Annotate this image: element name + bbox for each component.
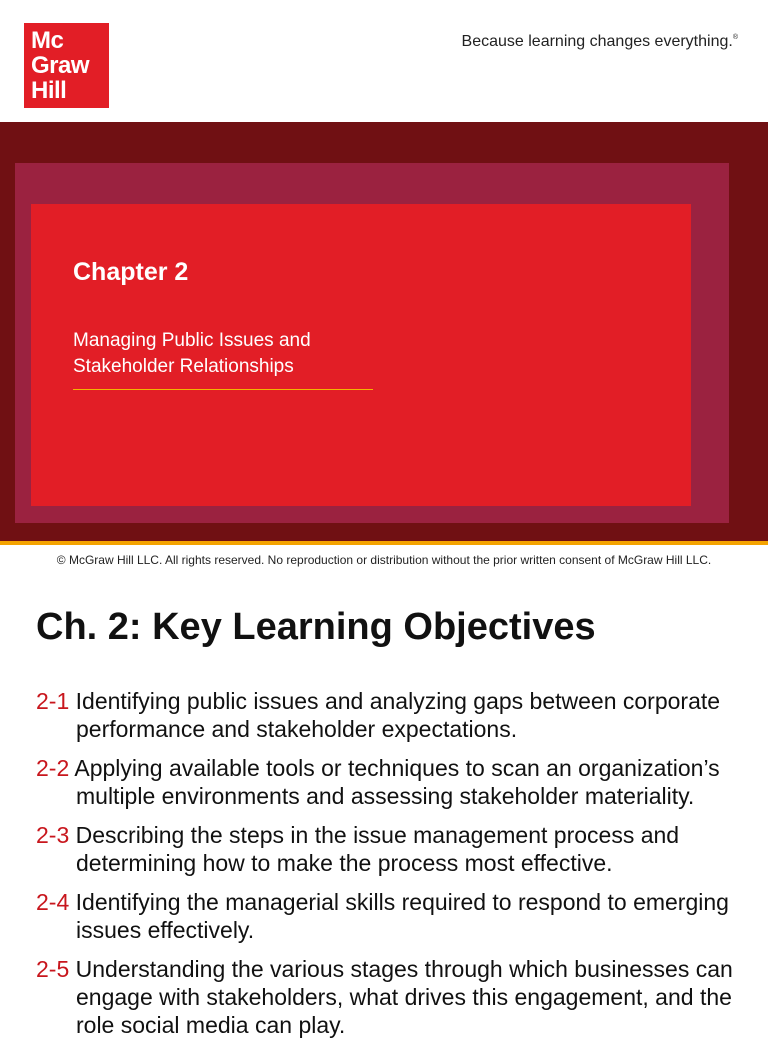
tagline [462, 33, 738, 51]
objective-item [36, 821, 756, 877]
chapter-title: Chapter 2 [73, 258, 189, 286]
objective-number: 2-5 [36, 956, 70, 982]
objective-item [36, 687, 756, 743]
logo-line-1: Mc [31, 27, 64, 54]
objective-text: Understanding the various stages through which businesses can engage with stakeholders, what drives this engagement, and the role social media can play. [75, 956, 733, 1038]
logo-line-3: Hill [31, 77, 67, 104]
objective-item [36, 955, 756, 1039]
tagline-text: Because learning changes everything. [461, 33, 733, 50]
objective-text: Applying available tools or techniques to scan an organization’s multiple environments and assessing stakeholder materiality. [74, 755, 720, 809]
title-panel [31, 204, 691, 506]
objective-item [36, 754, 756, 810]
mcgraw-hill-logo [24, 23, 109, 108]
divider-line [0, 541, 768, 545]
objective-number: 2-2 [36, 755, 70, 781]
banner-frame [15, 163, 729, 523]
logo-line-2: Graw [31, 52, 90, 79]
title-underline [73, 389, 373, 390]
objective-number: 2-3 [36, 822, 70, 848]
copyright-notice: © McGraw Hill LLC. All rights reserved. No reproduction or distribution without the prior written consent of McGraw Hill LLC. [56, 553, 712, 567]
objective-number: 2-4 [36, 889, 70, 915]
title-banner [0, 122, 768, 542]
objective-text: Identifying the managerial skills required to respond to emerging issues effectively. [75, 889, 729, 943]
objectives-heading: Ch. 2: Key Learning Objectives [36, 606, 596, 648]
objective-text: Describing the steps in the issue management process and determining how to make the process most effective. [75, 822, 680, 876]
objective-text: Identifying public issues and analyzing gaps between corporate performance and stakeholder expectations. [75, 688, 721, 742]
objective-number: 2-1 [36, 688, 70, 714]
registered-mark: ® [732, 34, 738, 41]
objectives-list [36, 687, 756, 1050]
chapter-subtitle: Managing Public Issues and Stakeholder Relationships [73, 330, 311, 377]
objective-item [36, 888, 756, 944]
